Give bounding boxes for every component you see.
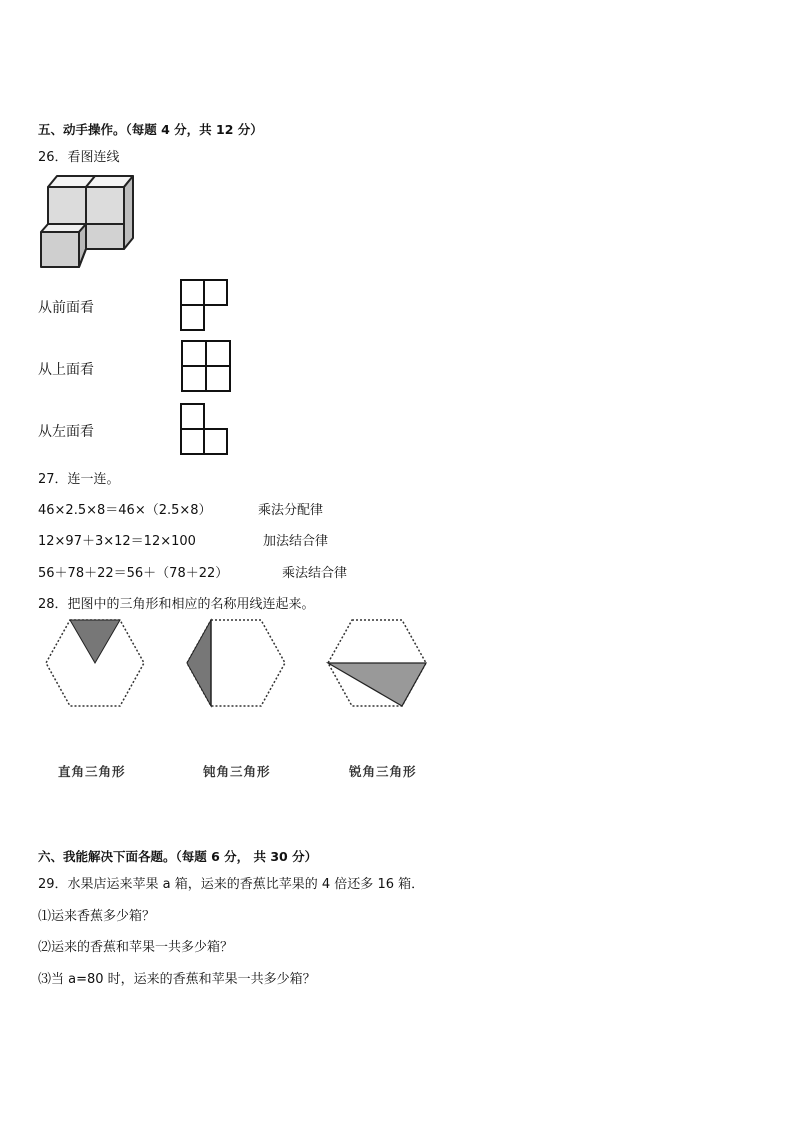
hexagon-figure-2 bbox=[185, 618, 287, 710]
front-view-shape bbox=[180, 279, 230, 333]
question-29-title: 29．水果店运来苹果 a 箱，运来的香蕉比苹果的 4 倍还多 16 箱． bbox=[38, 877, 425, 892]
triangle-name-right: 直角三角形 bbox=[58, 764, 126, 779]
law-2: 加法结合律 bbox=[263, 534, 329, 549]
law-3: 乘法结合律 bbox=[282, 566, 348, 581]
question-29-part-1: ⑴运来香蕉多少箱？ bbox=[38, 909, 156, 924]
question-27-title: 27．连一连。 bbox=[38, 472, 120, 487]
left-view-shape bbox=[180, 403, 230, 457]
triangle-name-acute: 锐角三角形 bbox=[349, 764, 417, 779]
question-28-title: 28．把图中的三角形和相应的名称用线连起来。 bbox=[38, 597, 315, 612]
triangle-name-obtuse: 钝角三角形 bbox=[203, 764, 271, 779]
hexagon-figure-1 bbox=[44, 618, 146, 710]
question-29-part-2: ⑵运来的香蕉和苹果一共多少箱？ bbox=[38, 940, 234, 955]
top-view-shape bbox=[180, 340, 232, 394]
expression-1: 46×2.5×8＝46×（2.5×8） bbox=[38, 503, 212, 518]
hexagon-figure-3 bbox=[326, 618, 428, 710]
cube-solid-figure bbox=[38, 172, 138, 272]
question-29-part-3: ⑶当 a=80 时，运来的香蕉和苹果一共多少箱？ bbox=[38, 972, 316, 987]
expression-3: 56＋78＋22＝56＋（78＋22） bbox=[38, 566, 229, 581]
view-label-top: 从上面看 bbox=[38, 362, 94, 378]
expression-2: 12×97＋3×12＝12×100 bbox=[38, 534, 196, 549]
question-26-title: 26．看图连线 bbox=[38, 150, 120, 165]
section-heading-6: 六、我能解决下面各题。（每题 6 分， 共 30 分） bbox=[38, 849, 318, 864]
section-heading-5: 五、动手操作。（每题 4 分，共 12 分） bbox=[38, 122, 263, 137]
view-label-left: 从左面看 bbox=[38, 424, 94, 440]
law-1: 乘法分配律 bbox=[258, 503, 324, 518]
view-label-front: 从前面看 bbox=[38, 300, 94, 316]
